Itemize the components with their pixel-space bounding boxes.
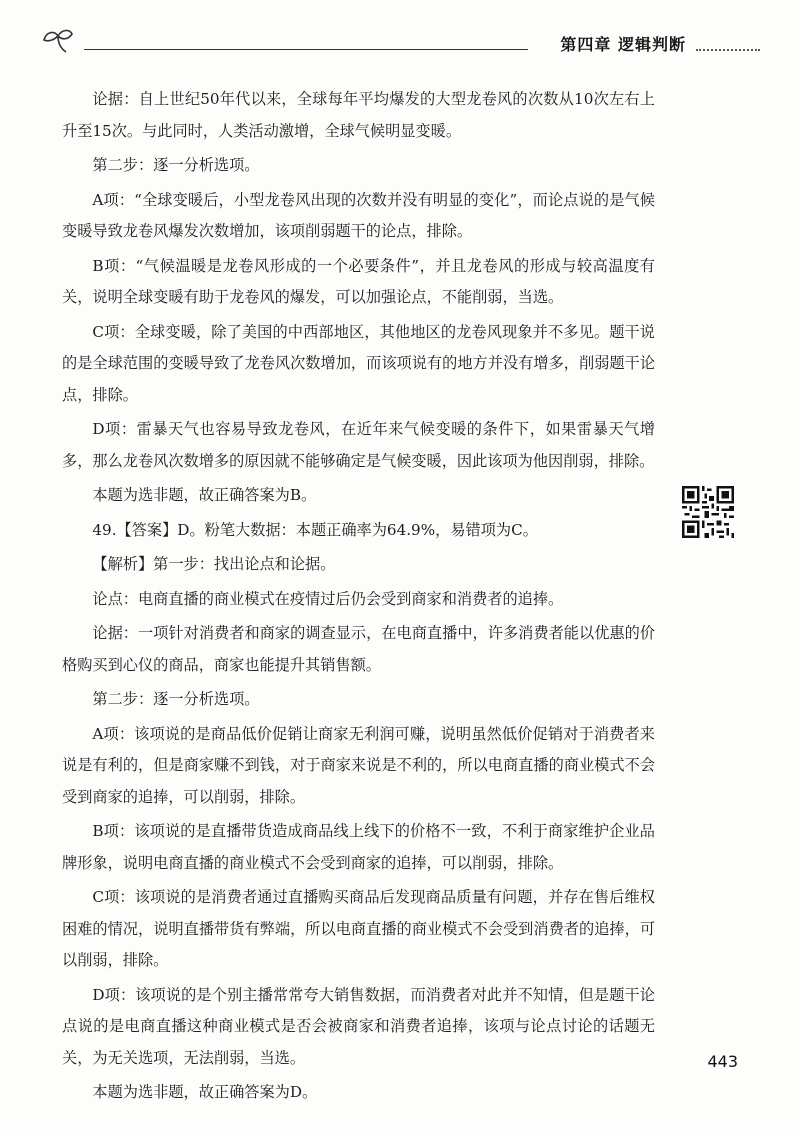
answer-line: 49.【答案】D。粉笔大数据：本题正确率为64.9%，易错项为C。 [92, 520, 538, 539]
chapter-title: 第四章 逻辑判断 [560, 35, 686, 54]
paragraph: A项：该项说的是商品低价促销让商家无利润可赚，说明虽然低价促销对于消费者来说是有利的，但是商家赚不到钱，对于商家来说是不利的，所以电商直播的商业模式不会受到商家的追捧，可以削弱，排除。 [62, 724, 655, 806]
paragraph: C项：该项说的是消费者通过直播购买商品后发现商品质量有问题，并存在售后维权困难的情况，说明直播带货有弊端，所以电商直播的商业模式不会受到消费者的追捧，可以削弱，排除。 [62, 888, 655, 969]
paragraph: C项：全球变暖，除了美国的中西部地区，其他地区的龙卷风现象并不多见。题干说的是全球范围的变暖导致了龙卷风次数增加，而该项说有的地方并没有增多，削弱题干论点，排除。 [62, 322, 655, 404]
qr-code-icon[interactable] [682, 486, 734, 538]
paragraph: D项：雷暴天气也容易导致龙卷风，在近年来气候变暖的条件下，如果雷暴天气增多，那么龙卷风次数增多的原因就不能够确定是气候变暖，因此该项为他因削弱，排除。 [62, 420, 655, 470]
leaf-sprout-icon [40, 26, 74, 54]
paragraph: 本题为选非题，故正确答案为B。 [92, 486, 317, 504]
paragraph: 论据：一项针对消费者和商家的调查显示，在电商直播中，许多消费者能以优惠的价格购买到心仪的商品，商家也能提升其销售额。 [62, 624, 655, 674]
page-number: 443 [707, 1052, 738, 1071]
header-dotted-rule [696, 49, 760, 51]
paragraph: A项：“全球变暖后，小型龙卷风出现的次数并没有明显的变化”，而论点说的是气候变暖导致龙卷风爆发次数增加，该项削弱题干的论点，排除。 [62, 190, 655, 240]
paragraph: 第二步：逐一分析选项。 [92, 690, 260, 708]
body-text [62, 84, 655, 1109]
paragraph: 本题为选非题，故正确答案为D。 [92, 1083, 318, 1101]
paragraph: 论据：自上世纪50年代以来，全球每年平均爆发的大型龙卷风的次数从10次左右上升至15次。与此同时，人类活动激增，全球气候明显变暖。 [62, 90, 655, 140]
header-rule [84, 49, 528, 50]
paragraph: B项：该项说的是直播带货造成商品线上线下的价格不一致，不利于商家维护企业品牌形象，说明电商直播的商业模式不会受到商家的追捧，可以削弱，排除。 [62, 822, 655, 872]
paragraph: D项：该项说的是个别主播常常夸大销售数据，而消费者对此并不知情，但是题干论点说的是电商直播这种商业模式是否会被商家和消费者追捧，该项与论点讨论的话题无关，为无关选项，无法削弱，当选。 [62, 985, 655, 1067]
paragraph: 论点：电商直播的商业模式在疫情过后仍会受到商家和消费者的追捧。 [92, 589, 564, 608]
analysis-heading: 【解析】第一步：找出论点和论据。 [92, 555, 336, 573]
page-header [40, 22, 760, 62]
paragraph: 第二步：逐一分析选项。 [92, 156, 260, 174]
paragraph: B项：“气候温暖是龙卷风形成的一个必要条件”，并且龙卷风的形成与较高温度有关，说明全球变暖有助于龙卷风的爆发，可以加强论点，不能削弱，当选。 [62, 256, 655, 306]
